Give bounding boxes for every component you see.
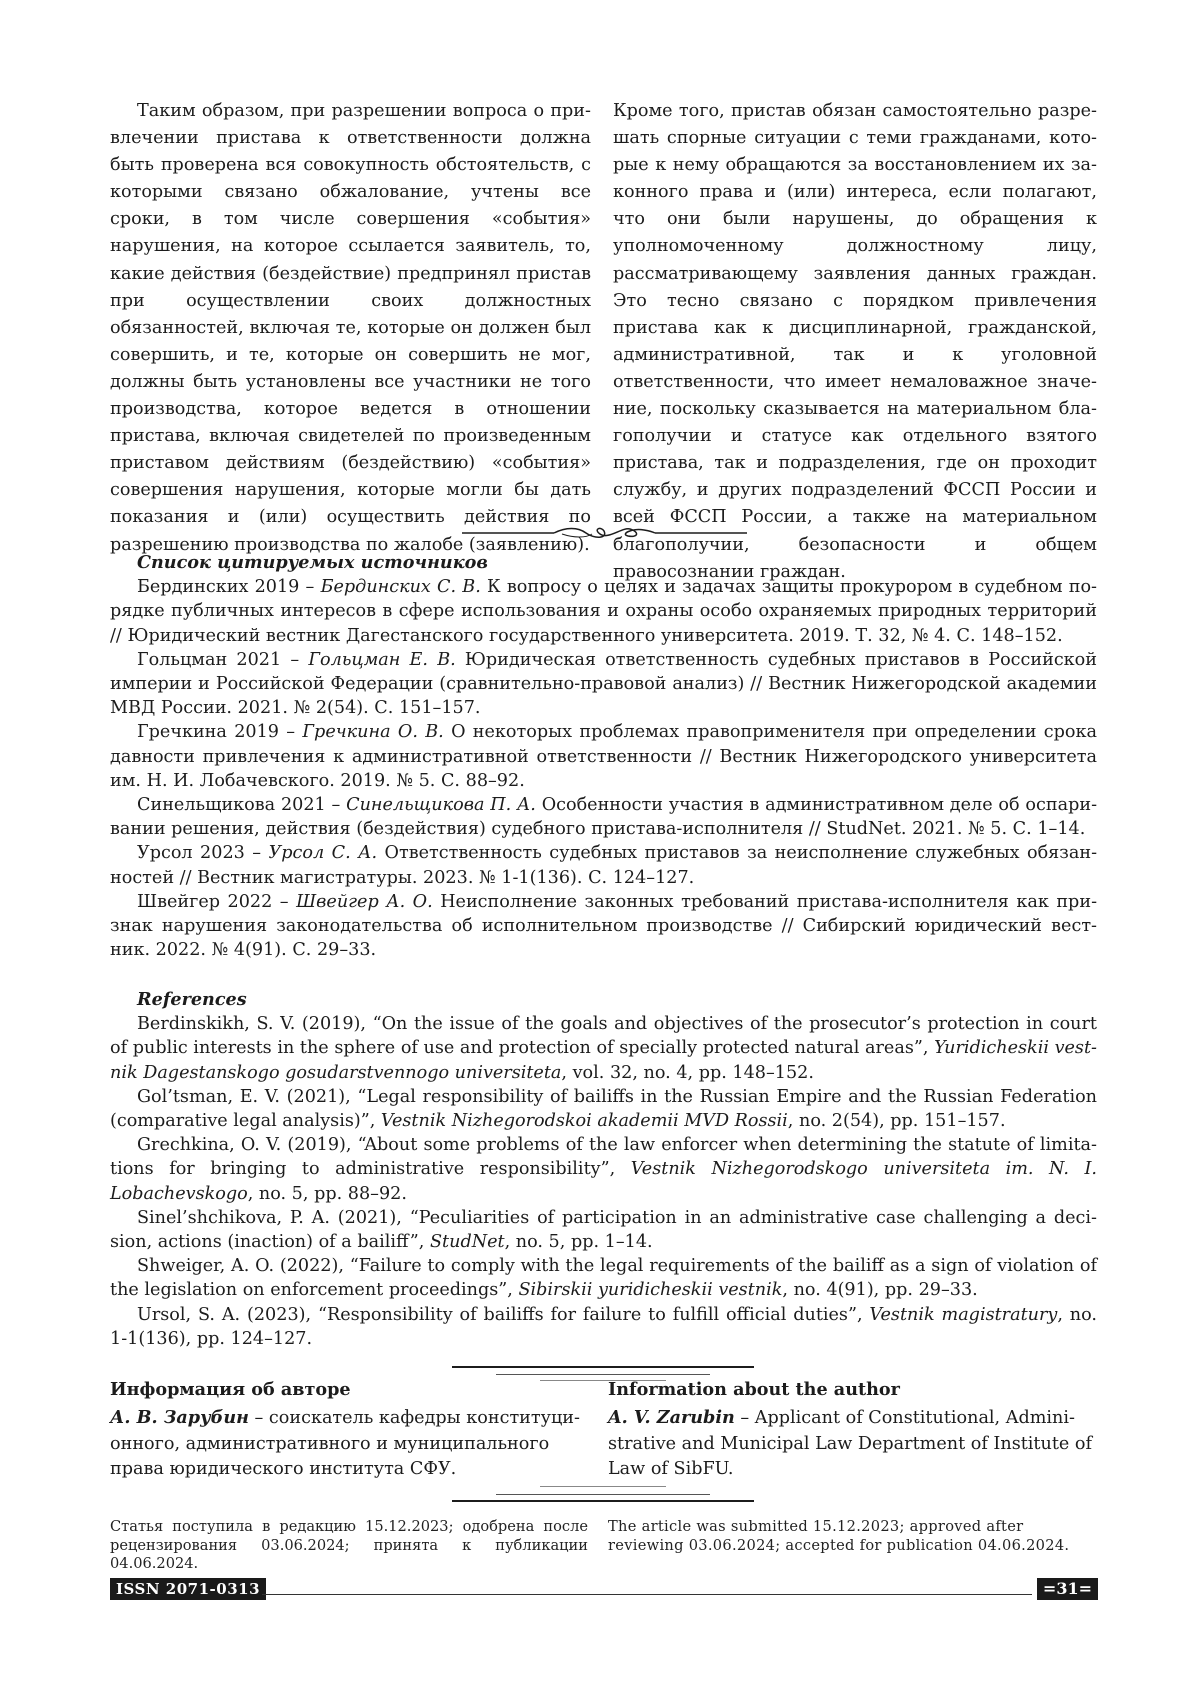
issn-badge: ISSN 2071-0313 bbox=[110, 1578, 266, 1600]
reference-item: Гречкина 2019 – Гречкина О. В. О некоторых проблемах правоприменителя при определении срока давности привлечения к административной ответственности // Вестник Нижегородского университета им. Н. И. Лобачевского. 2019. № 5. С. 88–92. bbox=[110, 722, 1098, 791]
reference-item: Sinel’shchikova, P. A. (2021), “Peculiarities of participation in an administrative case challenging a decision, actions (inaction) of a bailiff”, StudNet, no. 5, pp. 1–14. bbox=[110, 1207, 1097, 1253]
author-info-ru bbox=[110, 1377, 580, 1483]
reference-item: Grechkina, O. V. (2019), “About some problems of the law enforcer when determining the statute of limitations for bringing to administrative responsibility”, Vestnik Nizhegorodskogo universiteta im. N. I. Lobachevskogo, no. 5, pp. 88–92. bbox=[110, 1135, 1098, 1204]
author-description: A. V. Zarubin – Applicant of Constitutional, Administrative and Municipal Law Department of Institute of Law of SibFU. bbox=[608, 1406, 1093, 1480]
author-heading: Information about the author bbox=[608, 1379, 900, 1400]
reference-item: Ursol, S. A. (2023), “Responsibility of bailiffs for failure to fulfill official duties”, Vestnik magistratury, no. 1-1(136), pp. 124–127. bbox=[110, 1304, 1097, 1349]
reference-item: Синельщикова 2021 – Синельщикова П. А. Особенности участия в административном деле об оспаривании решения, действия (бездействия) судебного пристава-исполнителя // StudNet. 2021. № 5. С. 1–14. bbox=[110, 795, 1098, 840]
author-info-en bbox=[608, 1377, 1098, 1483]
page-footer bbox=[110, 1578, 1098, 1602]
author-name: А. В. Зарубин bbox=[110, 1406, 249, 1428]
reference-item: Бердинских 2019 – Бердинских С. В. К вопросу о целях и задачах защиты прокурором в судебном порядке публичных интересов в сфере использования и охраны особо охраняемых природных территорий // Юридический вестник Дагестанского государственного университета. 2019. Т. 32, № 4. С. 148–152. bbox=[110, 577, 1097, 646]
author-description: А. В. Зарубин – соискатель кафедры конституционного, административного и муниципального права юридического института СФУ. bbox=[110, 1406, 580, 1480]
article-dates-ru: Статья поступила в редакцию 15.12.2023; одобрена после рецензирования 03.06.2024; принята к публикации 04.06.2024. bbox=[110, 1518, 588, 1572]
reference-item: Урсол 2023 – Урсол С. А. Ответственность судебных приставов за неисполнение служебных обязанностей // Вестник магистратуры. 2023. № 1-1(136). С. 124–127. bbox=[110, 843, 1098, 888]
article-dates-en: The article was submitted 15.12.2023; approved after reviewing 03.06.2024; accepted for publication 04.06.2024. bbox=[608, 1518, 1070, 1554]
section-divider-bottom bbox=[452, 1486, 754, 1504]
reference-item: Швейгер 2022 – Швейгер А. О. Неисполнение законных требований пристава-исполнителя как признак нарушения законодательства об исполнительном производстве // Сибирский юридический вестник. 2022. № 4(91). С. 29–33. bbox=[110, 891, 1098, 961]
ornament-divider bbox=[462, 525, 747, 541]
footer-rule bbox=[262, 1594, 1032, 1595]
reference-item: Shweiger, A. O. (2022), “Failure to comply with the legal requirements of the bailiff as a sign of violation of the legislation on enforcement proceedings”, Sibirskii yuridicheskii vestnik, no. 4(91), pp. 29–33. bbox=[110, 1256, 1097, 1301]
page-number: =31= bbox=[1037, 1578, 1098, 1600]
body-column-left bbox=[110, 98, 591, 559]
body-paragraph: Таким образом, при разрешении вопроса о привлечении пристава к ответственности должна быть проверена вся совокупность обстоятельств, с которыми связано обжалование, учтены все сроки, в том числе совершения «события» нарушения, на которое ссылается заявитель, то, какие действия (бездействие) предпринял пристав при осуществлении своих должностных обязанностей, включая те, которые он должен был совершить, и те, которые он совершить не мог, должны быть установлены все участники не того производства, которое ведется в отношении пристава, включая свидетелей по произведенным приставом действиям (бездействию) «события» совершения нарушения, которые могли бы дать показания и (или) осуществить действия по разрешению производства по жалобе (заявлению). bbox=[110, 101, 591, 555]
body-column-right bbox=[613, 98, 1097, 586]
references-en bbox=[110, 988, 1097, 1351]
reference-item: Gol’tsman, E. V. (2021), “Legal responsibility of bailiffs in the Russian Empire and the Russian Federation (comparative legal analysis)”, Vestnik Nizhegorodskoi akademii MVD Rossii, no. 2(54), pp. 151–157. bbox=[110, 1086, 1097, 1132]
reference-item: Гольцман 2021 – Гольцман Е. В. Юридическая ответственность судебных приставов в Российской империи и Российской Федерации (сравнительно-правовой анализ) // Вестник Нижегородской академии МВД России. 2021. № 2(54). С. 151–157. bbox=[110, 649, 1097, 719]
author-heading: Информация об авторе bbox=[110, 1379, 351, 1400]
references-en-heading: References bbox=[137, 989, 247, 1010]
references-ru-heading: Список цитируемых источников bbox=[137, 552, 488, 573]
author-name: A. V. Zarubin bbox=[608, 1406, 735, 1428]
body-paragraph: Кроме того, пристав обязан самостоятельно разрешать спорные ситуации с теми гражданами, которые к нему обращаются за восстановлением их законного права и (или) интереса, если полагают, что они были нарушены, до обращения к уполномоченному должностному лицу, рассматривающему заявления данных граждан. Это тесно связано с порядком привлечения пристава как к дисциплинарной, гражданской, административной, так и к уголовной ответственности, что имеет немаловажное значение, поскольку сказывается на материальном благополучии и статусе как отдельного взятого пристава, так и подразделения, где он проходит службу, и других подразделений ФССП России и всей ФССП России, а также на материальном благополучии, безопасности и общем правосознании граждан. bbox=[613, 101, 1097, 582]
references-ru bbox=[110, 551, 1097, 962]
reference-item: Berdinskikh, S. V. (2019), “On the issue of the goals and objectives of the prosecutor’s protection in court of public interests in the sphere of use and protection of specially protected natural areas”, Yuridicheskii vestnik Dagestanskogo gosudarstvennogo universiteta, vol. 32, no. 4, pp. 148–152. bbox=[110, 1014, 1097, 1083]
